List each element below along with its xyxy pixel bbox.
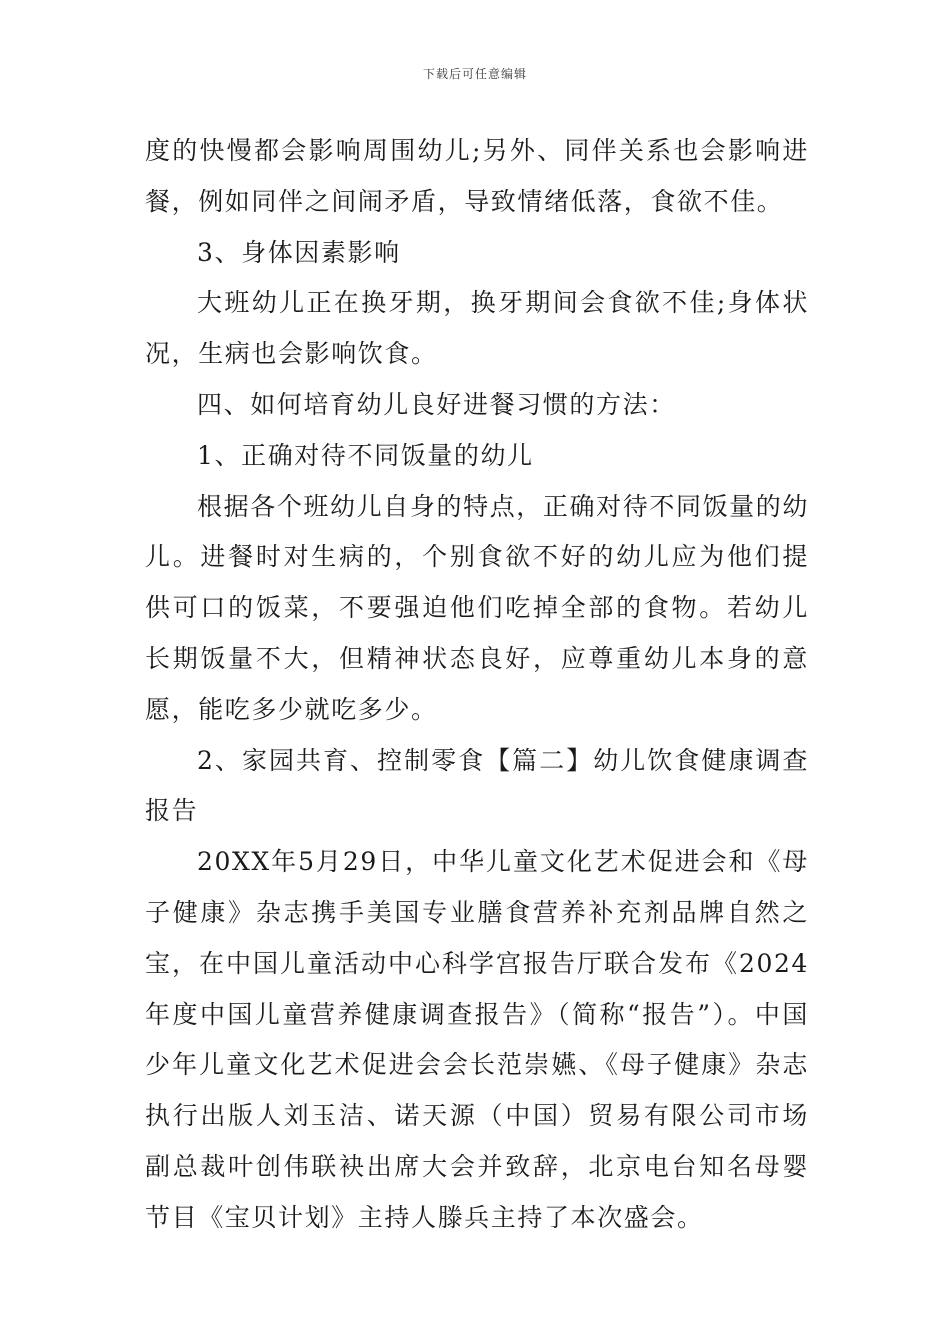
heading-home-school: 2、家园共育、控制零食【篇二】幼儿饮食健康调查报告 — [145, 745, 809, 826]
paragraph-body-factors: 大班幼儿正在换牙期，换牙期间会食欲不佳;身体状况，生病也会影响饮食。 — [145, 288, 809, 369]
paragraph-appetite: 根据各个班幼儿自身的特点，正确对待不同饭量的幼儿。进餐时对生病的，个别食欲不好的幼儿应为他们提供可口的饭菜，不要强迫他们吃掉全部的食物。若幼儿长期饭量不大，但精神状态良好，应尊重幼儿本身的意愿，能吃多少就吃多少。 — [145, 491, 809, 724]
section-heading-methods: 四、如何培育幼儿良好进餐习惯的方法： — [197, 389, 676, 419]
page-header-note: 下载后可任意编辑 — [422, 67, 527, 81]
paragraph-continuation: 度的快慢都会影响周围幼儿;另外、同伴关系也会影响进餐，例如同伴之间闹矛盾，导致情绪低落，食欲不佳。 — [145, 136, 809, 216]
paragraph-report: 20XX年5月29日，中华儿童文化艺术促进会和《母子健康》杂志携手美国专业膳食营养补充剂品牌自然之宝，在中国儿童活动中心科学宫报告厅联合发布《2024年度中国儿童营养健康调查报告》（简称“报告”）。中国少年儿童文化艺术促进会会长范崇嬿、《母子健康》杂志执行出版人刘玉洁、诺天源（中国）贸易有限公司市场副总裁叶创伟联袂出席大会并致辞，北京电台知名母婴节目《宝贝计划》主持人滕兵主持了本次盛会。 — [145, 847, 809, 1232]
document-body — [145, 126, 809, 1244]
heading-body-factors: 3、身体因素影响 — [197, 237, 401, 267]
heading-appetite: 1、正确对待不同饭量的幼儿 — [197, 440, 534, 470]
